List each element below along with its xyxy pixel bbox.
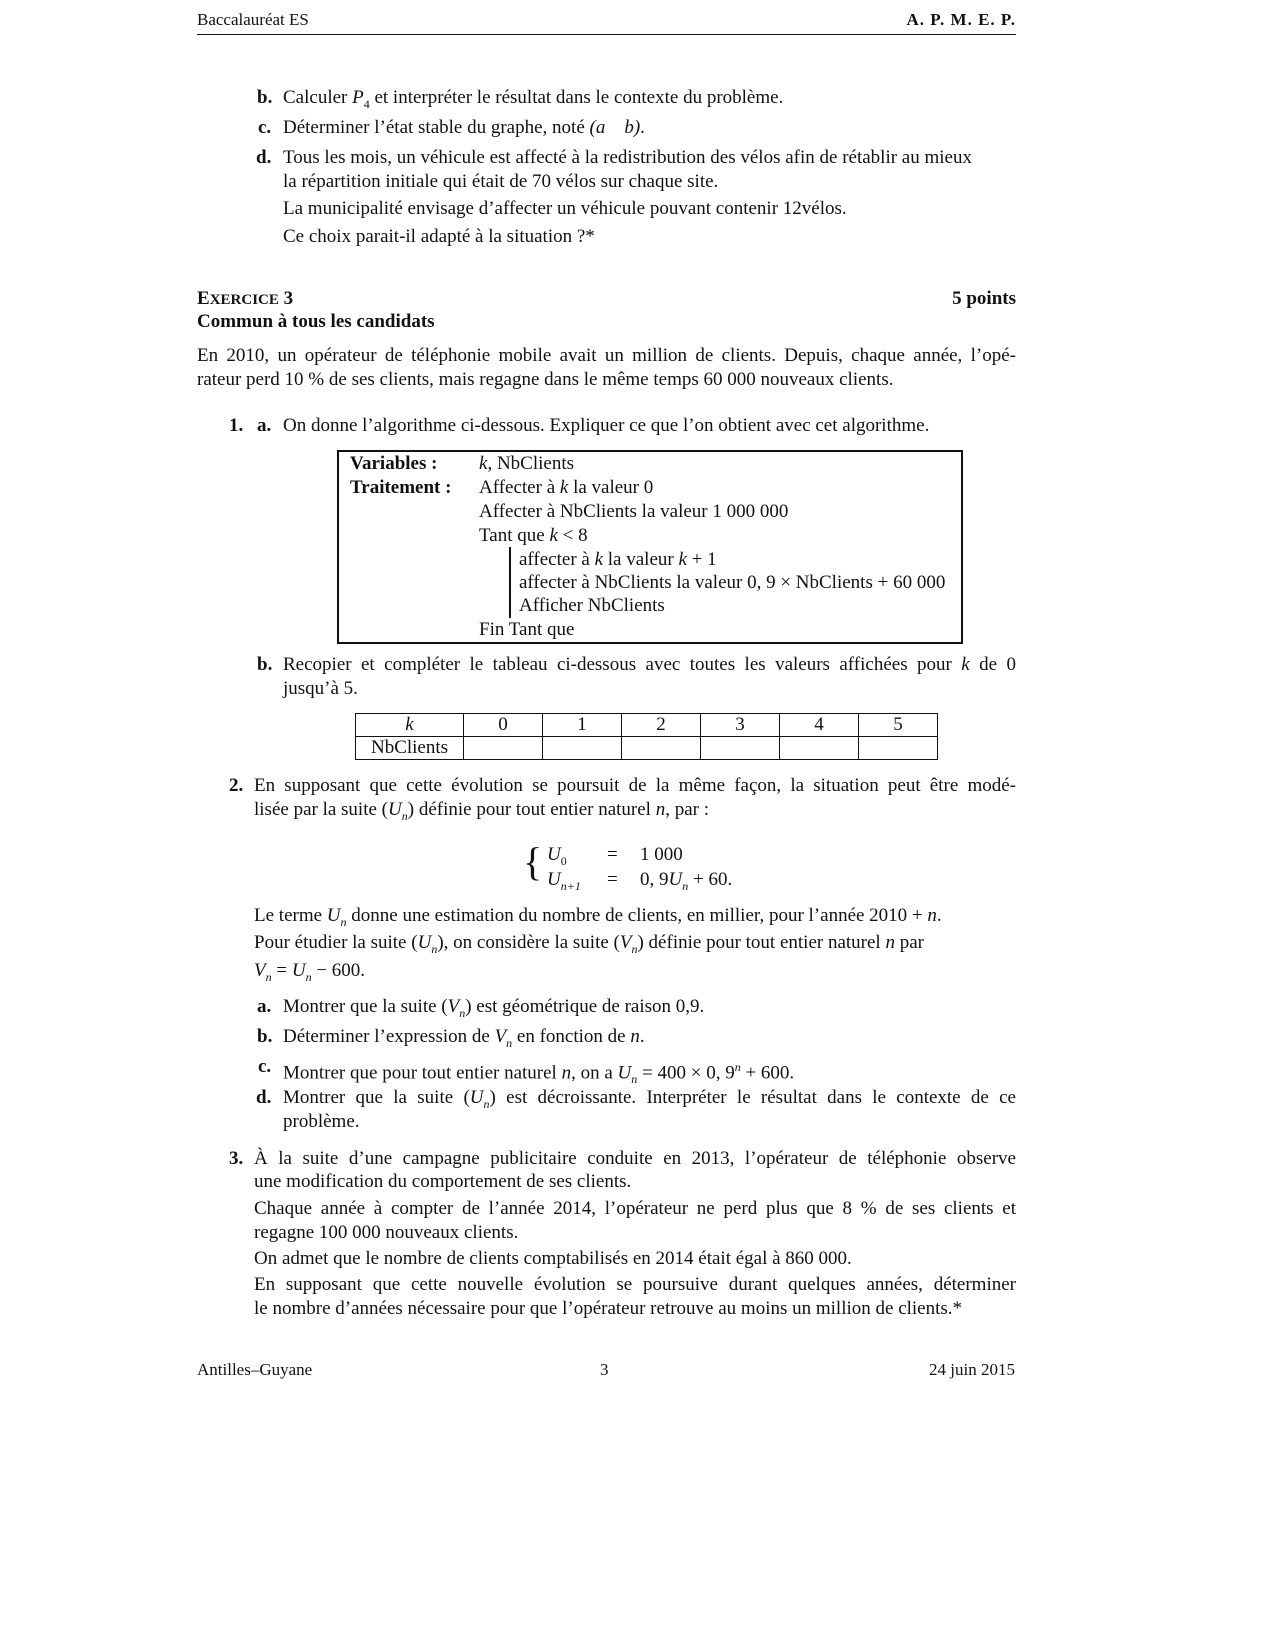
values-table: [355, 713, 938, 760]
footer-left: Antilles–Guyane: [197, 1360, 313, 1379]
q2d-text: Montrer que la suite $(U_n)$ est décroissante. Interpréter le résultat dans le contexte de ce: [283, 1087, 1016, 1111]
q1a-text: On donne l’algorithme ci-dessous. Expliquer ce que l’on obtient avec cet algorithme.: [283, 415, 930, 436]
q2-number: 2.: [229, 775, 244, 796]
q2c-text: Montrer que pour tout entier naturel n, on a $U_n = 400 \times 0$, $9^n + 600$.: [283, 1060, 795, 1087]
algorithm-box: Variables : k, NbClients Traitement : Affecter à k la valeur 0 Affecter à NbClients la valeur 1 000 000 Tant que k < 8 affecter à k la valeur k + 1 affecter à NbClients la valeur 0, 9 × NbClients + 60 000 Afficher NbClients Fin Tant que: [337, 450, 963, 644]
table-row: k 0 1 2 3 4 5: [356, 714, 938, 737]
q1b-text-1: Recopier et compléter le tableau ci-dessous avec toutes les valeurs affichées pour k de 0: [283, 654, 1016, 675]
q2a-text: Montrer que la suite $(V_n)$ est géométrique de raison 0,9.: [283, 996, 705, 1020]
q2b-text: Déterminer l’expression de $V_n$ en fonction de n.: [283, 1026, 645, 1050]
q1-number: 1.: [229, 415, 244, 436]
q1a-label: a.: [257, 415, 272, 436]
header-left: Baccalauréat ES: [197, 10, 309, 29]
table-row: NbClients: [356, 737, 938, 760]
exercise-subtitle: Commun à tous les candidats: [197, 311, 435, 332]
exercise-points: 5 points: [952, 288, 1016, 309]
exercise-intro-1: En 2010, un opérateur de téléphonie mobile avait un million de clients. Depuis, chaque année, l’opé-: [197, 345, 1016, 366]
exercise-title: EXERCICE 3: [197, 288, 294, 309]
header-right: A. P. M. E. P.: [906, 10, 1016, 29]
q1b-text-2: jusqu’à 5.: [283, 678, 358, 699]
footer-date: 24 juin 2015: [929, 1360, 1015, 1379]
page-number: 3: [600, 1360, 609, 1379]
page-header: [197, 10, 1016, 35]
exercise-intro-2: rateur perd 10 % de ses clients, mais regagne dans le même temps 60 000 nouveaux clients.: [197, 369, 894, 390]
q1b-label: b.: [257, 654, 273, 675]
loop-bar: [509, 547, 511, 618]
q3-number: 3.: [229, 1148, 244, 1169]
